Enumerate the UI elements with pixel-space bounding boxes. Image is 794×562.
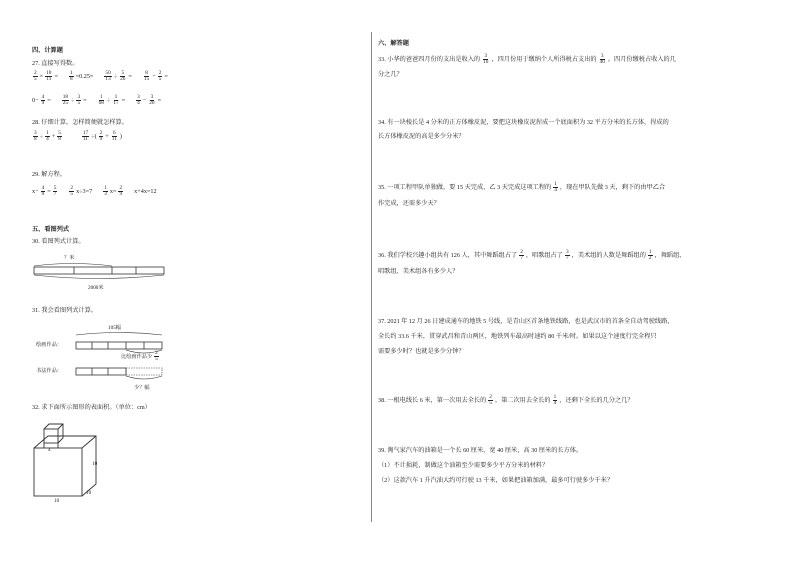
section-4-title: 四、计算题 xyxy=(32,47,63,54)
fraction: $\frac{18}{25}$ xyxy=(62,94,69,107)
fraction: $\frac{3}{8}$ xyxy=(34,130,37,143)
q35-line-2: 作完成，还需多少天？ xyxy=(378,200,440,207)
q32-label-width: 10 xyxy=(54,498,60,504)
fraction: $\frac{4}{9}$ xyxy=(41,94,45,107)
q27-item-7: $\frac{1}{68}$ ÷ $\frac{1}{17}$ = xyxy=(98,94,126,107)
fraction: $\frac{4}{9}$ xyxy=(41,185,45,198)
q33-line-2: 分之几？ xyxy=(378,71,403,78)
q35-line-1: 35. 一项工程甲队单独做，要 15 天完成，乙 3 天完成这项工程的 $\frac{1}{4}$ ，现在甲队先做 3 天，剩下的由甲乙合 xyxy=(378,181,666,194)
q36-line-1: 36. 我们学校兴趣小组共有 126 人，其中舞蹈组占了 $\frac{2}{7}$ ，唱歌组占了 $\frac{3}{7}$ ，美术组的人数是舞蹈组的 $\frac{1}{2}$ ，舞蹈组、 xyxy=(378,249,686,262)
q34-line-2: 长方体橡皮泥的高是多少分米？ xyxy=(378,133,465,140)
q32-title: 32. 求下面所示图形的表面积。（单位：cm） xyxy=(32,404,151,411)
fraction: $\frac{1}{17}$ xyxy=(113,94,119,107)
q27-item-5: 0− $\frac{4}{9}$ = xyxy=(32,94,51,107)
q29-item-4: x+4x=12 xyxy=(134,187,157,195)
q37-line-3: 需要多少时？也就是多少分钟？ xyxy=(378,348,465,355)
fraction: $\frac{3}{10}$ xyxy=(483,53,489,66)
q31-title: 31. 我会看图列式计算。 xyxy=(32,307,97,314)
q27-item-4: $\frac{8}{15}$ − $\frac{2}{5}$ = xyxy=(143,70,168,83)
fraction: $\frac{1}{8}$ xyxy=(69,70,73,83)
fraction: $\frac{1}{4}$ xyxy=(553,394,557,407)
fraction: $\frac{17}{11}$ xyxy=(82,130,89,143)
fraction: $\frac{2}{5}$ xyxy=(489,394,492,407)
q28-item-2: $\frac{17}{11}$ ÷( $\frac{2}{9}$ + $\frac{6}{11}$ ) xyxy=(82,130,122,143)
fraction: $\frac{2}{5}$ xyxy=(70,185,74,198)
fraction: $\frac{6}{11}$ xyxy=(111,130,117,143)
q28-row xyxy=(32,131,122,143)
q39-line-2: （1）不计损耗，制做这个油箱至少需要多少平方分米的材料？ xyxy=(378,462,549,469)
q34-line-1: 34. 有一块棱长是 4 分米的正方体橡皮泥，要把这块橡皮泥捏成一个底面积为 32 平方分米的长方体，捏成的 xyxy=(378,119,669,126)
q29-item-1: x− $\frac{4}{9}$ = $\frac{5}{7}$ xyxy=(32,185,57,198)
section-5-title: 五、看图列式 xyxy=(32,226,70,233)
fraction: $\frac{1}{4}$ xyxy=(554,181,557,194)
q27-item-1: $\frac{2}{5}$ × $\frac{10}{11}$ = xyxy=(34,70,58,83)
q29-item-2: $\frac{2}{5}$ x÷3=7 xyxy=(70,185,93,198)
q39-line-1: 39. 淘气家汽车的油箱是一个长 60 厘米，宽 40 厘米，高 30 厘米的长方体。 xyxy=(378,447,583,454)
q27-row-1 xyxy=(32,71,168,83)
q27-item-6: $\frac{18}{25}$ ÷ $\frac{3}{5}$ = xyxy=(62,94,87,107)
fraction: $\frac{50}{13}$ xyxy=(105,70,111,83)
q27-row-2 xyxy=(32,95,161,107)
fraction: $\frac{1}{68}$ xyxy=(98,94,104,107)
q27-item-2: $\frac{1}{8}$ =0.25= xyxy=(69,70,94,83)
q31-row2-label: 书法作品： xyxy=(36,368,62,374)
q27-item-3: $\frac{50}{13}$ ÷ $\frac{5}{26}$ = xyxy=(105,70,132,83)
fraction: $\frac{3}{20}$ xyxy=(149,94,155,107)
q27-title: 27. 直接写得数。 xyxy=(32,60,79,67)
fraction: $\frac{1}{4}$ xyxy=(46,130,49,143)
fraction: $\frac{5}{26}$ xyxy=(120,70,126,83)
fraction: $\frac{1}{2}$ xyxy=(648,249,652,262)
fraction: $\frac{10}{11}$ xyxy=(46,70,52,83)
q38-line-1: 38. 一根电线长 6 米，第一次用去全长的 $\frac{2}{5}$ ，第二次用去全长的 $\frac{1}{4}$ ，还剩下全长的几分之几？ xyxy=(378,394,634,407)
q39-line-3: （2）这款汽车 1 升汽油大约可行驶 13 千米，如果把油箱加满，最多可行驶多少千米？ xyxy=(378,477,614,484)
fraction: $\frac{2}{5}$ xyxy=(158,70,162,83)
fraction: $\frac{8}{15}$ xyxy=(143,70,150,83)
q30-top-label: ？米 xyxy=(64,255,75,261)
fraction: $\frac{5}{8}$ xyxy=(58,130,61,143)
fraction: $\frac{2}{9}$ xyxy=(99,130,103,143)
section-6-title: 六、解答题 xyxy=(378,40,409,47)
fraction: $\frac{2}{9}$ xyxy=(119,185,123,198)
column-divider xyxy=(371,32,372,522)
fraction: $\frac{3}{4}$ xyxy=(137,94,140,107)
q28-title: 28. 仔细计算，怎样简便就怎样算。 xyxy=(32,119,128,126)
q32-label-depth: 10 xyxy=(86,490,92,496)
q29-row xyxy=(32,186,157,198)
fraction: $\frac{3}{40}$ xyxy=(599,53,605,66)
q32-label-height: 10 xyxy=(92,461,98,467)
fraction: $\frac{1}{3}$ xyxy=(104,185,107,198)
fraction: $\frac{2}{5}$ xyxy=(155,350,158,363)
q28-item-1: $\frac{3}{8}$ ÷ $\frac{1}{4}$ + $\frac{5}{8}$ xyxy=(34,130,61,143)
q31-note: 比绘画作品少 $\frac{2}{5}$ xyxy=(121,350,158,363)
q27-item-8: $\frac{3}{4}$ − $\frac{3}{20}$ = xyxy=(137,94,162,107)
q29-title: 29. 解方程。 xyxy=(32,171,67,178)
fraction: $\frac{2}{7}$ xyxy=(520,249,523,262)
fraction: $\frac{2}{5}$ xyxy=(34,70,37,83)
fraction: $\frac{3}{7}$ xyxy=(566,249,569,262)
q37-line-2: 全长约 33.6 千米，贯穿武昌和青山两区，地铁列车最高时速约 80 千米/时。如果以这个速度行完全程只 xyxy=(378,333,657,340)
q30-title: 30. 看图列式计算。 xyxy=(32,238,85,245)
q29-item-3: $\frac{1}{3}$ x= $\frac{2}{9}$ xyxy=(104,185,123,198)
fraction: $\frac{5}{7}$ xyxy=(53,185,57,198)
q36-line-2: 唱歌组、美术组各有多少人？ xyxy=(378,268,459,275)
fraction: $\frac{3}{5}$ xyxy=(77,94,81,107)
q32-figure xyxy=(32,418,112,508)
q32-label-4: 4 xyxy=(48,447,51,453)
q31-total-label: 105幅 xyxy=(108,325,121,331)
q30-bottom-label: 2000米 xyxy=(88,285,104,291)
q33-line-1: 33. 小华的爸爸四月份的支出是收入的 $\frac{3}{10}$ ，四月份用于缴纳个人所得税占支出的 $\frac{3}{40}$ 。四月份缴税占收入的几 xyxy=(378,53,676,66)
q37-line-1: 37. 2021 年 12 月 26 日建成通车的地铁 5 号线，是青山区首条地铁线路，也是武汉市的首条全自动驾驶线路， xyxy=(378,318,674,325)
q31-row1-label: 绘画作品： xyxy=(36,342,62,348)
q31-less-label: 少？幅 xyxy=(134,385,150,391)
